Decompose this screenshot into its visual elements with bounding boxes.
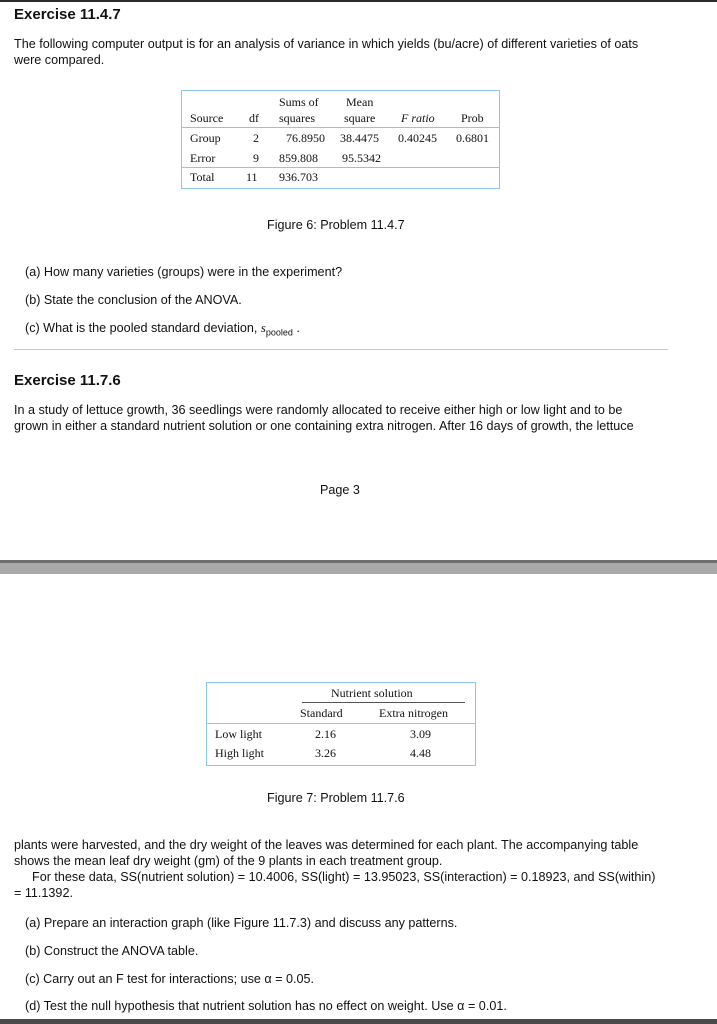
header-sums-of: Sums of	[279, 95, 319, 109]
ex1-question-a: (a) How many varieties (groups) were in the experiment?	[25, 265, 343, 279]
exercise-11-4-7-title: Exercise 11.4.7	[14, 6, 121, 23]
row-low-light-extra: 3.09	[410, 727, 431, 741]
header-nutrient-solution: Nutrient solution	[331, 686, 413, 700]
ex2-continued-line4: = 11.1392.	[14, 886, 73, 900]
row-group-source: Group	[190, 131, 221, 145]
ex2-question-b: (b) Construct the ANOVA table.	[25, 944, 199, 958]
row-group-f: 0.40245	[398, 131, 437, 145]
row-error-df: 9	[253, 151, 259, 165]
total-rule	[182, 167, 499, 168]
header-rule	[182, 127, 499, 128]
header-extra-nitrogen: Extra nitrogen	[379, 706, 448, 720]
anova-table	[181, 90, 500, 189]
figure-7-caption: Figure 7: Problem 11.7.6	[267, 791, 405, 805]
ex2-continued-line1: plants were harvested, and the dry weight of the leaves was determined for each plant. The accompanying table	[14, 838, 639, 852]
row-group-df: 2	[253, 131, 259, 145]
lettuce-header-rule	[207, 723, 475, 724]
row-total-source: Total	[190, 170, 215, 184]
header-f-ratio: F ratio	[401, 111, 435, 125]
row-error-ms: 95.5342	[342, 151, 381, 165]
lettuce-table	[206, 682, 476, 766]
exercise-11-4-7-intro-line1: The following computer output is for an analysis of variance in which yields (bu/acre) of different varieties of oats	[14, 37, 639, 51]
header-df: df	[249, 111, 259, 125]
ex2-continued-line2: shows the mean leaf dry weight (gm) of the 9 plants in each treatment group.	[14, 854, 443, 868]
ex2-question-a: (a) Prepare an interaction graph (like Figure 11.7.3) and discuss any patterns.	[25, 916, 458, 930]
ex1-question-b: (b) State the conclusion of the ANOVA.	[25, 293, 242, 307]
row-error-ss: 859.808	[279, 151, 318, 165]
ex2-continued-line3: For these data, SS(nutrient solution) = 10.4006, SS(light) = 13.95023, SS(interaction) = 0.18923, and SS(within)	[32, 870, 656, 884]
header-square: square	[344, 111, 376, 125]
exercise-11-7-6-intro-line2: grown in either a standard nutrient solution or one containing extra nitrogen. After 16 days of growth, the lettuce	[14, 419, 634, 433]
ex1-question-c: (c) What is the pooled standard deviation, $s_{pooled}$ .	[25, 321, 300, 338]
ex2-question-d: (d) Test the null hypothesis that nutrient solution has no effect on weight. Use α = 0.01.	[25, 999, 507, 1013]
row-high-light-standard: 3.26	[315, 746, 336, 760]
header-prob: Prob	[461, 111, 484, 125]
row-group-prob: 0.6801	[456, 131, 489, 145]
row-low-light-standard: 2.16	[315, 727, 336, 741]
header-squares: squares	[279, 111, 315, 125]
row-total-df: 11	[246, 170, 258, 184]
page-number: Page 3	[320, 483, 360, 497]
row-high-light-label: High light	[215, 746, 265, 760]
header-mean: Mean	[346, 95, 374, 109]
exercise-11-7-6-intro-line1: In a study of lettuce growth, 36 seedlings were randomly allocated to receive either high or low light and to be	[14, 403, 623, 417]
row-total-ss: 936.703	[279, 170, 318, 184]
header-source: Source	[190, 111, 224, 125]
row-low-light-label: Low light	[215, 727, 262, 741]
top-rule	[0, 0, 717, 2]
figure-6-caption: Figure 6: Problem 11.4.7	[267, 218, 405, 232]
section-divider	[14, 349, 668, 350]
ex2-question-c: (c) Carry out an F test for interactions; use α = 0.05.	[25, 972, 315, 986]
row-group-ss: 76.8950	[286, 131, 325, 145]
bottom-rule	[0, 1019, 717, 1024]
exercise-11-7-6-title: Exercise 11.7.6	[14, 372, 121, 389]
exercise-11-4-7-intro-line2: were compared.	[14, 53, 105, 67]
row-group-ms: 38.4475	[340, 131, 379, 145]
group-header-underline	[302, 702, 465, 703]
row-error-source: Error	[190, 151, 216, 165]
row-high-light-extra: 4.48	[410, 746, 431, 760]
page-break-edge	[0, 560, 717, 563]
header-standard: Standard	[300, 706, 343, 720]
